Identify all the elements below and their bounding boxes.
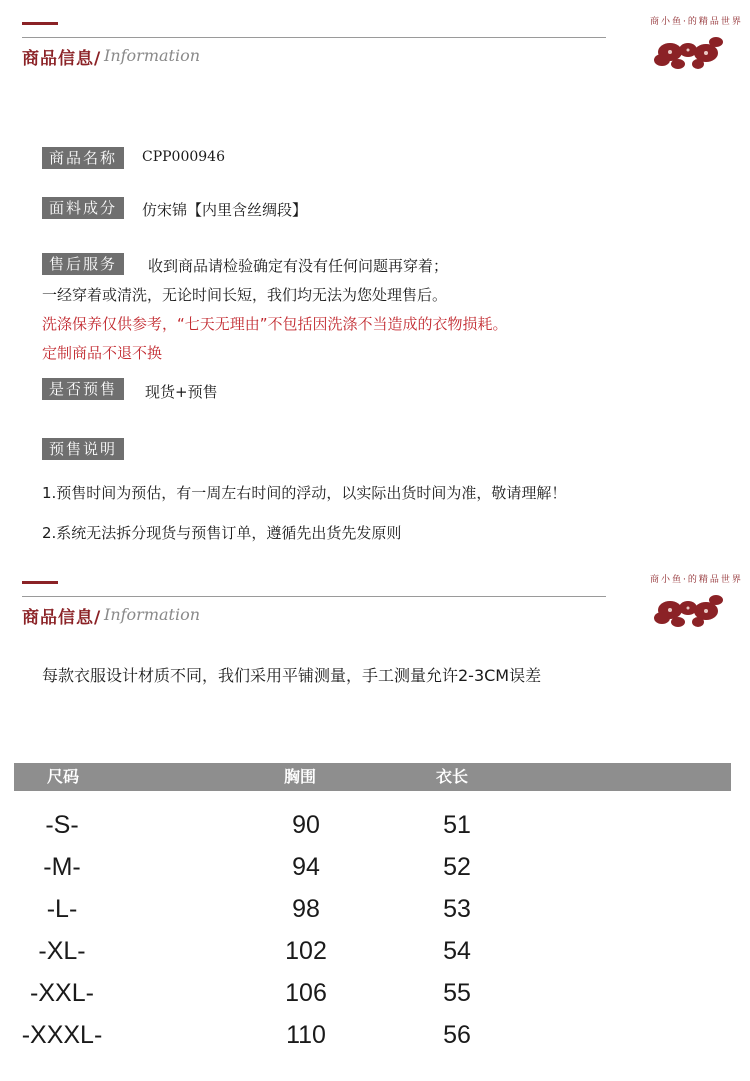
brand-seal-logo bbox=[648, 14, 743, 76]
size-cell: -XXXL- bbox=[21, 1021, 103, 1049]
flower-ornament-icon bbox=[648, 30, 728, 76]
presale-note-1: 1.预售时间为预估，有一周左右时间的浮动，以实际出货时间为准，敬请理解！ bbox=[42, 484, 567, 502]
header-size: 尺码 bbox=[47, 767, 80, 786]
brand-seal-text: 商小鱼·的精品世界 bbox=[650, 575, 743, 585]
care-notice: 洗涤保养仅供参考，“七天无理由”不包括因洗涤不当造成的衣物损耗。 bbox=[42, 315, 508, 333]
section-accent-bar bbox=[22, 22, 58, 25]
size-cell: -XXL- bbox=[30, 979, 94, 1007]
fabric-label: 面料成分 bbox=[42, 197, 124, 219]
section-divider bbox=[22, 37, 606, 38]
length-cell: 55 bbox=[443, 979, 471, 1007]
presale-note-2: 2.系统无法拆分现货与预售订单，遵循先出货先发原则 bbox=[42, 524, 402, 542]
brand-seal-text: 商小鱼·的精品世界 bbox=[650, 17, 743, 27]
section-subtitle: Information bbox=[104, 605, 201, 624]
custom-no-return-notice: 定制商品不退不换 bbox=[42, 344, 163, 362]
header-chest: 胸围 bbox=[284, 767, 317, 786]
section-title: 商品信息/ bbox=[22, 49, 102, 69]
section-accent-bar bbox=[22, 581, 58, 584]
length-cell: 52 bbox=[443, 853, 471, 881]
size-cell: -XL- bbox=[38, 937, 86, 965]
product-name-label: 商品名称 bbox=[42, 147, 124, 169]
flower-ornament-icon bbox=[648, 588, 728, 634]
presale-label: 是否预售 bbox=[42, 378, 124, 400]
after-sales-label: 售后服务 bbox=[42, 253, 124, 275]
section-title: 商品信息/ bbox=[22, 608, 102, 628]
fabric-value: 仿宋锦【内里含丝绸段】 bbox=[142, 201, 308, 219]
chest-cell: 98 bbox=[292, 895, 320, 923]
chest-cell: 102 bbox=[285, 937, 327, 965]
section-subtitle: Information bbox=[104, 46, 201, 65]
header-length: 衣长 bbox=[436, 767, 469, 786]
size-cell: -S- bbox=[45, 811, 79, 839]
after-sales-line-1: 收到商品请检验确定有没有任何问题再穿着； bbox=[148, 257, 449, 275]
brand-seal-logo bbox=[648, 572, 743, 634]
length-cell: 54 bbox=[443, 937, 471, 965]
size-cell: -L- bbox=[46, 895, 78, 923]
presale-value: 现货+预售 bbox=[145, 383, 218, 401]
section-divider bbox=[22, 596, 606, 597]
measurement-note: 每款衣服设计材质不同，我们采用平铺测量，手工测量允许2-3CM误差 bbox=[42, 666, 542, 685]
size-table-header bbox=[14, 763, 731, 791]
chest-cell: 110 bbox=[286, 1021, 326, 1049]
presale-note-label: 预售说明 bbox=[42, 438, 124, 460]
length-cell: 56 bbox=[443, 1021, 471, 1049]
size-cell: -M- bbox=[43, 853, 81, 881]
chest-cell: 94 bbox=[292, 853, 320, 881]
after-sales-line-2: 一经穿着或清洗，无论时间长短，我们均无法为您处理售后。 bbox=[42, 286, 448, 304]
product-name-value: CPP000946 bbox=[142, 149, 225, 165]
chest-cell: 90 bbox=[292, 811, 320, 839]
chest-cell: 106 bbox=[285, 979, 327, 1007]
length-cell: 51 bbox=[443, 811, 471, 839]
length-cell: 53 bbox=[443, 895, 471, 923]
